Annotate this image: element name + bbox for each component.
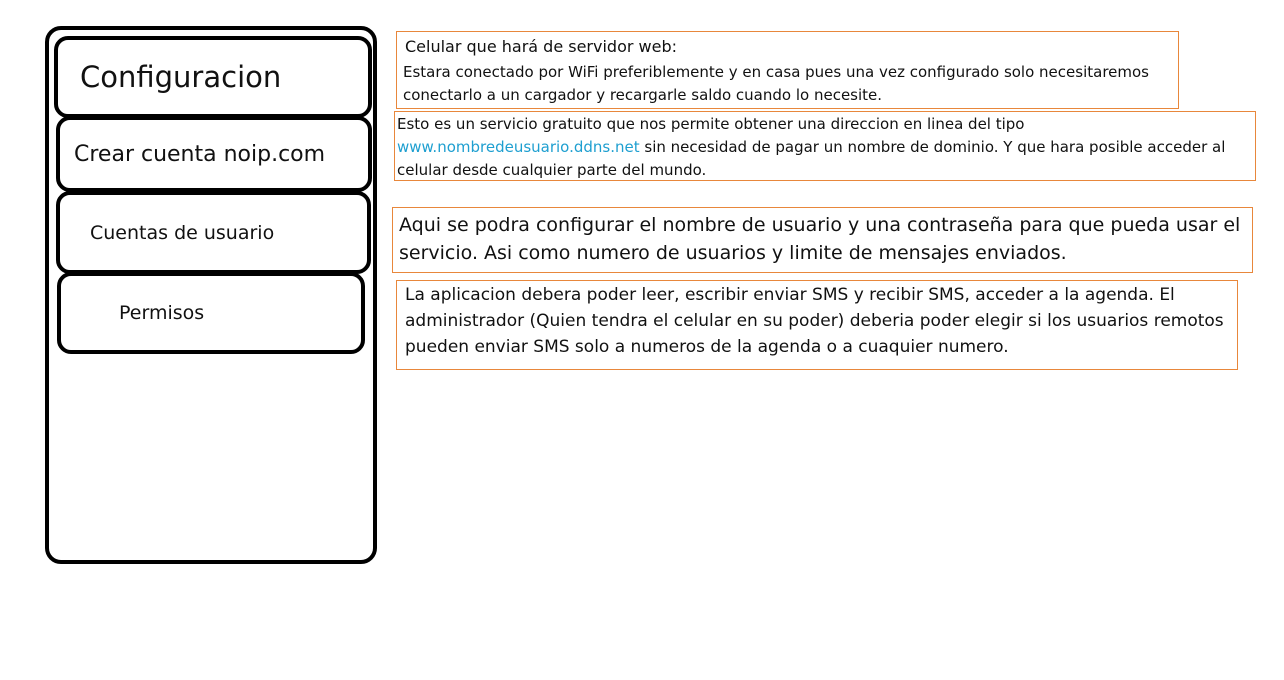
menu-item-label: Configuracion xyxy=(80,60,282,94)
menu-item-crear-cuenta[interactable] xyxy=(56,116,372,192)
note-text: Aqui se podra configurar el nombre de usuario y una contraseña para que pueda usar el servicio. Asi como numero de usuarios y limite de mensajes enviados. xyxy=(399,214,1241,264)
note-title: Celular que hará de servidor web: xyxy=(405,37,677,56)
note-rest: sin necesidad de pagar un nombre de dominio. Y que hara posible acceder al celular desde cualquier parte del mundo. xyxy=(397,138,1226,179)
menu-item-label: Permisos xyxy=(119,302,205,324)
note-phone-server xyxy=(396,31,1179,109)
menu-item-cuentas-usuario[interactable] xyxy=(56,191,371,274)
menu-item-permisos[interactable] xyxy=(57,272,365,354)
menu-item-label: Cuentas de usuario xyxy=(90,221,275,244)
note-users xyxy=(392,207,1253,273)
note-text: La aplicacion debera poder leer, escribir enviar SMS y recibir SMS, acceder a la agenda. El administrador (Quien tendra el celular en su poder) deberia poder elegir si los usuarios remotos pueden enviar SMS solo a numeros de la agenda o a cuaquier numero. xyxy=(405,285,1224,357)
note-body: Estara conectado por WiFi preferiblemente y en casa pues una vez configurado solo necesitaremos conectarlo a un cargador y recargarle saldo cuando lo necesite. xyxy=(403,63,1149,104)
note-noip xyxy=(394,111,1256,181)
note-intro: Esto es un servicio gratuito que nos permite obtener una direccion en linea del tipo xyxy=(397,115,1025,133)
note-text xyxy=(397,113,1255,182)
note-permissions xyxy=(396,280,1238,370)
menu-item-label: Crear cuenta noip.com xyxy=(74,141,326,167)
noip-link[interactable]: www.nombredeusuario.ddns.net xyxy=(397,138,640,156)
menu-item-configuracion[interactable] xyxy=(54,36,372,118)
